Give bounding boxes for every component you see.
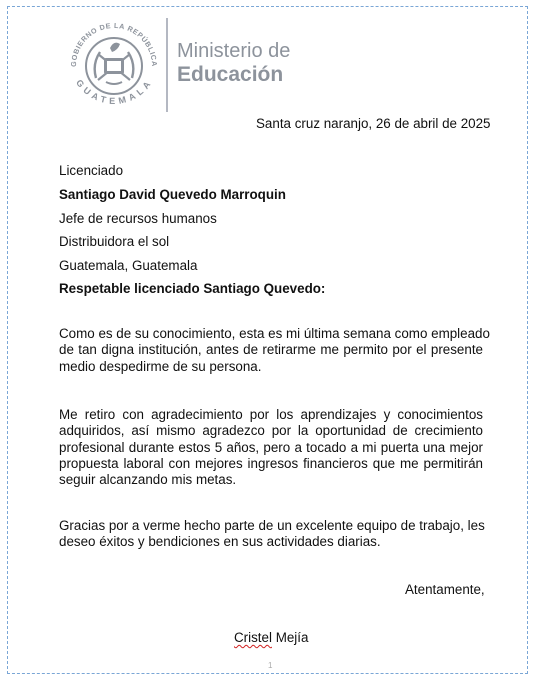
paragraph-line: Como es de su conocimiento, esta es mi última semana como empleado bbox=[59, 326, 490, 341]
recipient-name: Santiago David Quevedo Marroquin bbox=[59, 187, 286, 202]
svg-text:GUATEMALA bbox=[74, 78, 154, 106]
closing: Atentamente, bbox=[405, 582, 485, 597]
signature-first-name: Cristel bbox=[234, 630, 272, 645]
paragraph-line: profesional durante estos 5 años, pero a tocado a mi puerta una mejor bbox=[59, 439, 483, 455]
paragraph-line: Gracias por a verme hecho parte de un excelente equipo de trabajo, les bbox=[59, 518, 485, 533]
recipient-company: Distribuidora el sol bbox=[59, 234, 170, 249]
paragraph-line: medio despedirme de su persona. bbox=[59, 358, 262, 374]
paragraph-line: de tan digna institución, antes de retirarme me permito por el presente bbox=[59, 342, 483, 358]
paragraph-line: adquiridos, así mismo agradezco por la oportunidad de crecimiento bbox=[59, 423, 483, 439]
seal-text-top: GOBIERNO DE LA REPÚBLICA bbox=[68, 20, 160, 68]
guatemala-seal-icon bbox=[62, 18, 166, 114]
paragraph-line: propuesta laboral con mejores ingresos financieros que me permitirán bbox=[59, 455, 483, 471]
page-number: 1 bbox=[268, 661, 273, 670]
salutation: Respetable licenciado Santiago Quevedo: bbox=[59, 281, 326, 296]
paragraph-line: seguir alcanzando mis metas. bbox=[59, 472, 237, 488]
logo-divider bbox=[166, 18, 168, 112]
ministry-name-line1: Ministerio de bbox=[177, 40, 291, 62]
paragraph-3 bbox=[59, 518, 483, 551]
ministry-name-line2: Educación bbox=[177, 63, 284, 86]
paragraph-line: Me retiro con agradecimiento por los aprendizajes y conocimientos bbox=[59, 407, 483, 422]
place-date: Santa cruz naranjo, 26 de abril de 2025 bbox=[256, 116, 491, 131]
seal-text-bottom: GUATEMALA bbox=[74, 77, 154, 106]
recipient-title: Licenciado bbox=[59, 163, 124, 178]
signature-name bbox=[234, 630, 308, 646]
ministry-logo bbox=[62, 18, 312, 114]
recipient-location: Guatemala, Guatemala bbox=[59, 258, 198, 273]
paragraph-1 bbox=[59, 326, 490, 375]
recipient-position: Jefe de recursos humanos bbox=[59, 211, 217, 226]
paragraph-2 bbox=[59, 407, 483, 488]
paragraph-line: deseo éxitos y bendiciones en sus actividades diarias. bbox=[59, 534, 381, 550]
signature-last-name: Mejía bbox=[275, 630, 309, 645]
